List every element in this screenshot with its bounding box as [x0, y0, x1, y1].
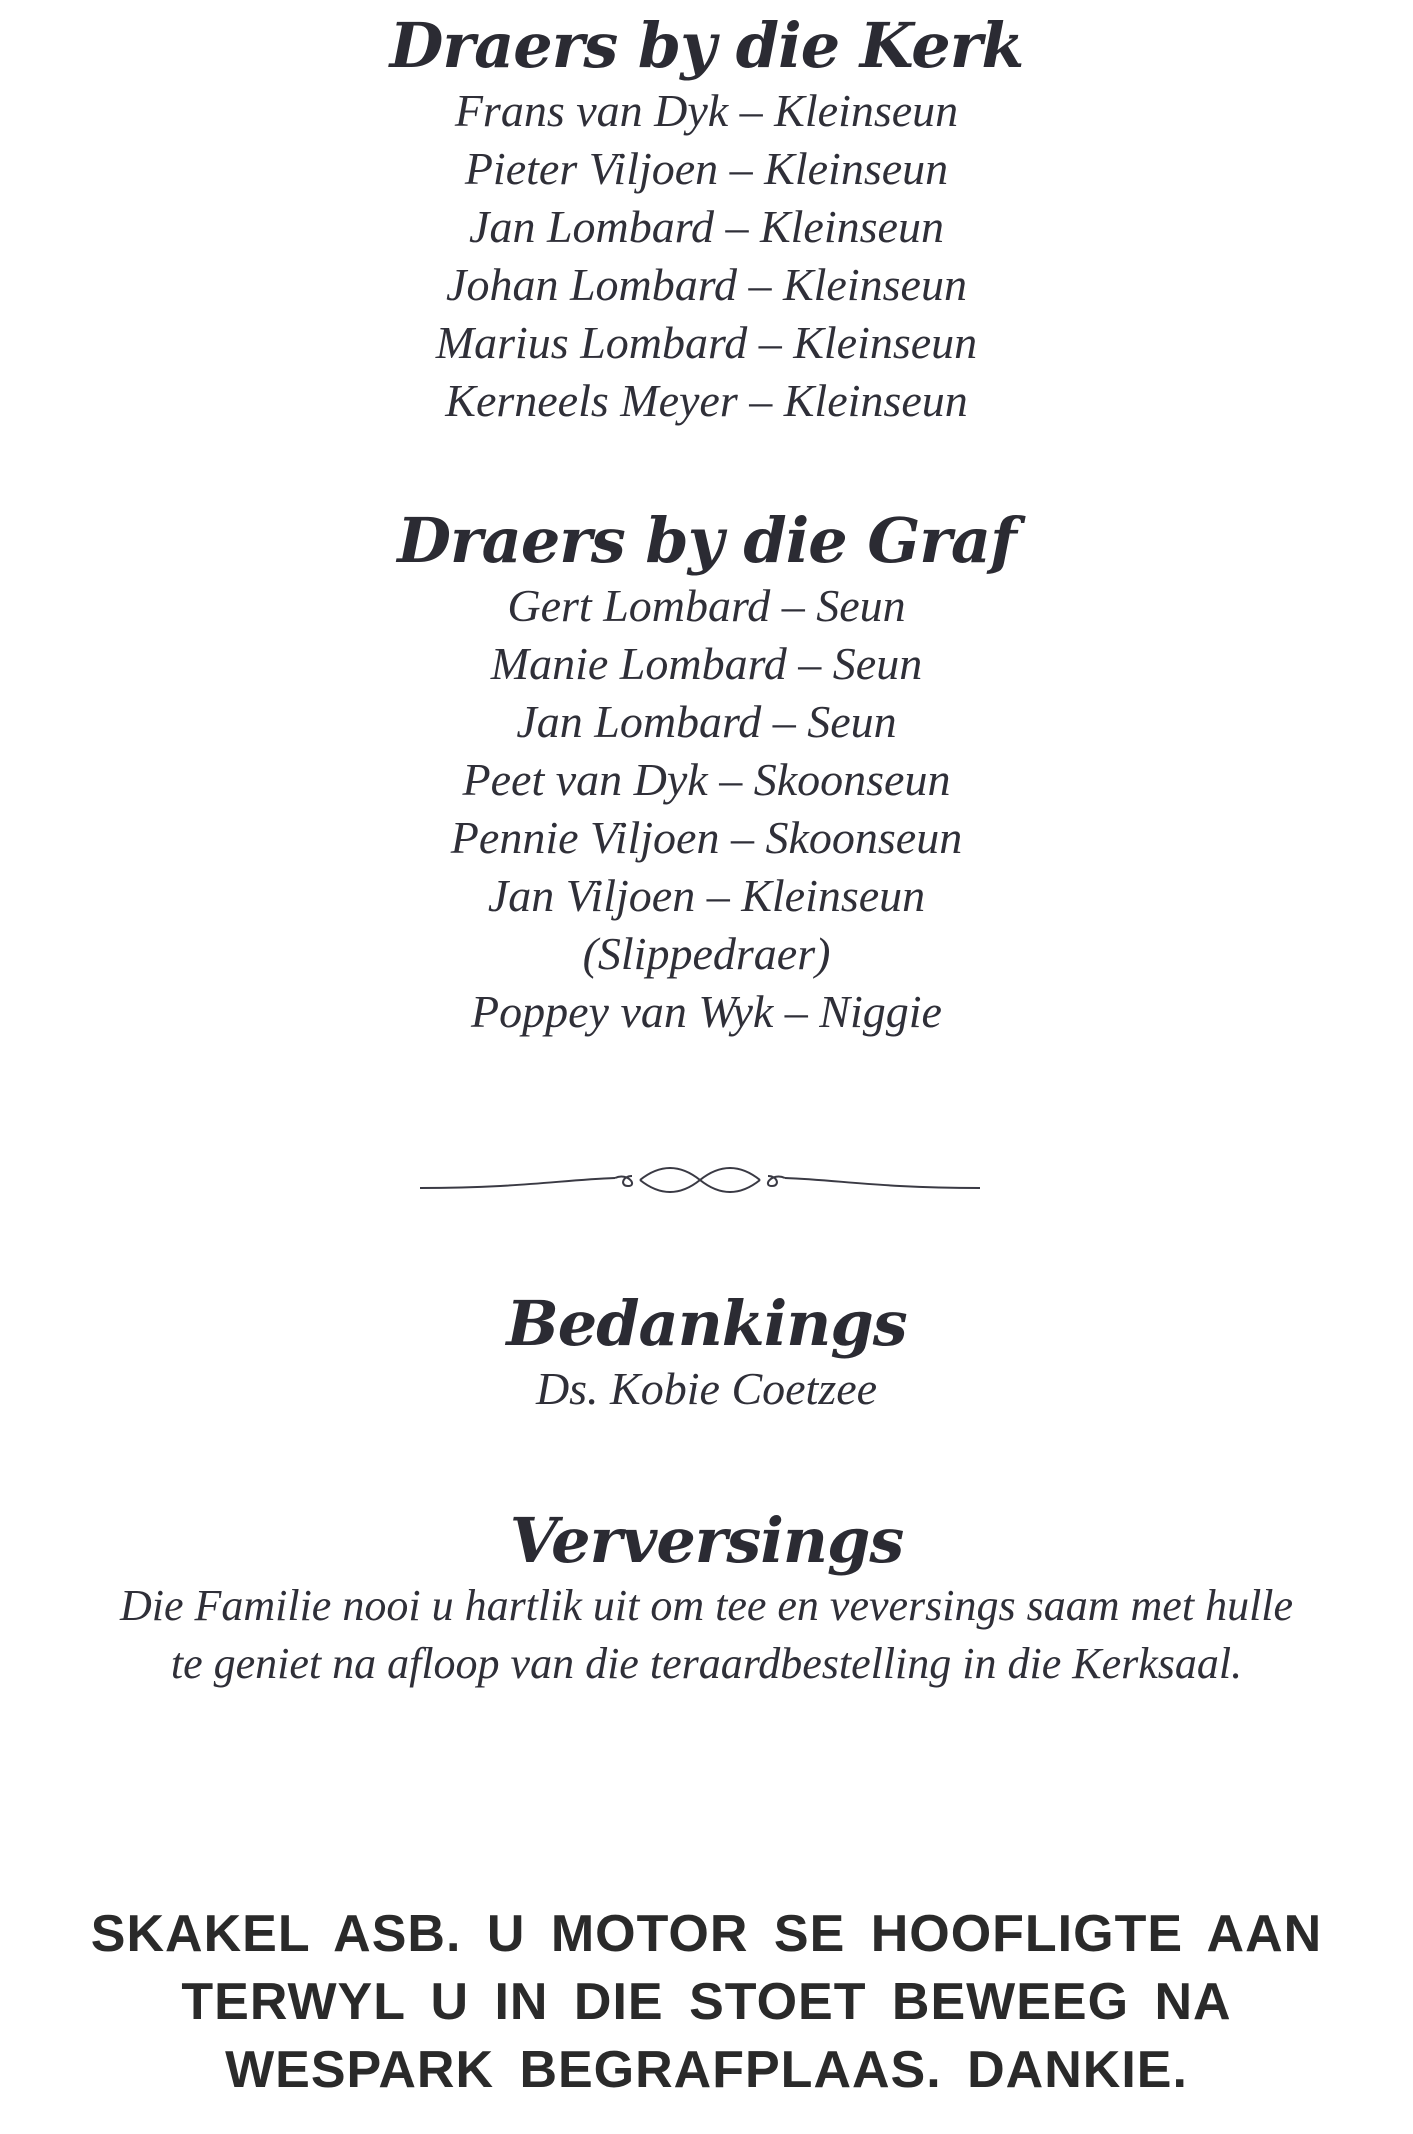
- grave-bearers-section: [0, 505, 1413, 1041]
- refreshments-section: [0, 1505, 1413, 1693]
- church-bearer-line: Marius Lombard – Kleinseun: [435, 317, 978, 368]
- refreshments-text-line: te geniet na afloop van die teraardbestelling in die Kerksaal.: [170, 1639, 1243, 1688]
- notice-line: SKAKEL ASB. U MOTOR SE HOOFLIGTE AAN: [90, 1905, 1323, 1963]
- headlights-notice: [0, 1900, 1413, 2104]
- grave-bearer-line: (Slippedraer): [582, 928, 831, 979]
- flourish-divider-icon: [400, 1150, 1000, 1210]
- refreshments-text-line: Die Familie nooi u hartlik uit om tee en veversings saam met hulle: [119, 1581, 1294, 1630]
- church-bearers-section: [0, 10, 1413, 430]
- grave-bearer-line: Peet van Dyk – Skoonseun: [462, 754, 951, 805]
- church-bearer-line: Johan Lombard – Kleinseun: [446, 259, 967, 310]
- thanks-section: [0, 1288, 1413, 1418]
- grave-bearer-line: Gert Lombard – Seun: [507, 580, 906, 631]
- grave-bearer-line: Pennie Viljoen – Skoonseun: [450, 812, 963, 863]
- thanks-heading: Bedankings: [506, 1287, 907, 1360]
- thanks-line: Ds. Kobie Coetzee: [535, 1363, 878, 1414]
- notice-line: TERWYL U IN DIE STOET BEWEEG NA: [181, 1973, 1232, 2031]
- grave-bearers-heading: Draers by die Graf: [397, 504, 1016, 577]
- notice-line: WESPARK BEGRAFPLAAS. DANKIE.: [225, 2041, 1188, 2099]
- grave-bearer-line: Jan Lombard – Seun: [516, 696, 897, 747]
- church-bearer-line: Frans van Dyk – Kleinseun: [454, 85, 959, 136]
- church-bearer-line: Pieter Viljoen – Kleinseun: [464, 143, 949, 194]
- church-bearers-heading: Draers by die Kerk: [389, 9, 1024, 82]
- grave-bearer-line: Manie Lombard – Seun: [490, 638, 923, 689]
- grave-bearer-line: Poppey van Wyk – Niggie: [471, 986, 942, 1037]
- refreshments-heading: Verversings: [509, 1504, 904, 1577]
- church-bearer-line: Kerneels Meyer – Kleinseun: [445, 375, 968, 426]
- church-bearer-line: Jan Lombard – Kleinseun: [469, 201, 944, 252]
- grave-bearer-line: Jan Viljoen – Kleinseun: [487, 870, 926, 921]
